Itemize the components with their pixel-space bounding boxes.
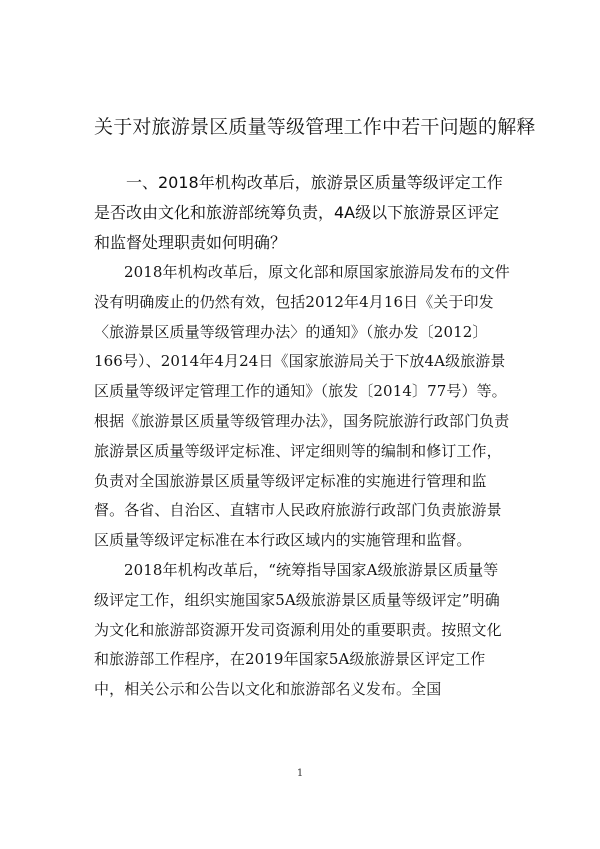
document-body [94, 168, 512, 705]
page-number: 1 [296, 768, 304, 779]
document-title: 关于对旅游景区质量等级管理工作中若干问题的解释 [94, 116, 536, 138]
question-heading: 一、2018年机构改革后，旅游景区质量等级评定工作是否改由文化和旅游部统筹负责，4A级以下旅游景区评定和监督处理职责如何明确？ [94, 173, 503, 252]
answer-paragraph: 2018年机构改革后，原文化部和原国家旅游局发布的文件没有明确废止的仍然有效，包括2012年4月16日《关于印发〈旅游景区质量等级管理办法〉的通知》（旅办发〔2012〕166号）、2014年4月24日《国家旅游局关于下放4A级旅游景区质量等级评定管理工作的通知》（旅发〔2014〕77号）等。根据《旅游景区质量等级管理办法》，国务院旅游行政部门负责旅游景区质量等级评定标准、评定细则等的编制和修订工作，负责对全国旅游景区质量等级评定标准的实施进行管理和监督。各省、自治区、直辖市人民政府旅游行政部门负责旅游景区质量等级评定标准在本行政区域内的实施管理和监督。 [94, 263, 510, 550]
answer-paragraph: 2018年机构改革后，“统筹指导国家A级旅游景区质量等级评定工作，组织实施国家5A级旅游景区质量等级评定”明确为文化和旅游部资源开发司资源利用处的重要职责。按照文化和旅游部工作程序，在2019年国家5A级旅游景区评定工作中，相关公示和公告以文化和旅游部名义发布。全国 [94, 560, 502, 699]
